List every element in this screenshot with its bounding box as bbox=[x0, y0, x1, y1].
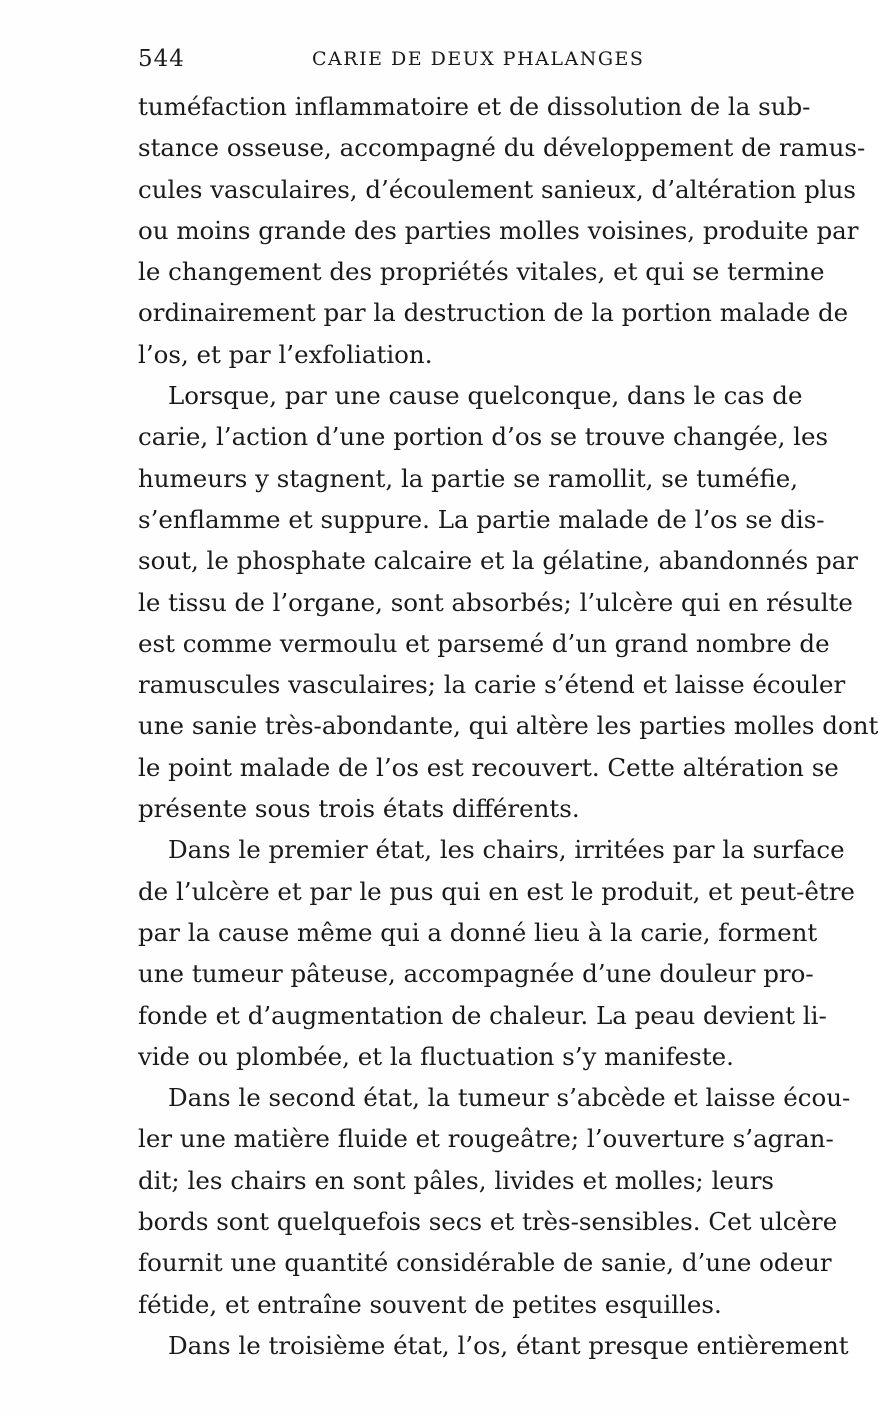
text-line: par la cause même qui a donné lieu à la carie, forment bbox=[138, 917, 818, 947]
text-line: ordinairement par la destruction de la portion malade de bbox=[138, 298, 849, 328]
text-line: une sanie très-abondante, qui altère les parties molles dont bbox=[138, 711, 878, 741]
text-line: tuméfaction inflammatoire et de dissolution de la sub- bbox=[138, 92, 811, 121]
text-line: ou moins grande des parties molles voisines, produite par bbox=[138, 215, 859, 245]
text-line: le changement des propriétés vitales, et qui se termine bbox=[138, 257, 825, 287]
text-line: ler une matière fluide et rougeâtre; l’ouverture s’agran- bbox=[138, 1124, 834, 1154]
text-line: vide ou plombée, et la fluctuation s’y manifeste. bbox=[138, 1041, 734, 1071]
body-text bbox=[138, 86, 878, 1366]
text-line: Lorsque, par une cause quelconque, dans le cas de bbox=[168, 381, 803, 411]
page-number: 544 bbox=[138, 46, 185, 72]
text-line: ramuscules vasculaires; la carie s’étend et laisse écouler bbox=[138, 670, 846, 700]
text-line: humeurs y stagnent, la partie se ramollit, se tuméfie, bbox=[138, 463, 799, 493]
text-line: fétide, et entraîne souvent de petites esquilles. bbox=[138, 1289, 722, 1319]
running-title: CARIE DE DEUX PHALANGES bbox=[312, 48, 645, 70]
text-line: Dans le second état, la tumeur s’abcède et laisse écou- bbox=[168, 1083, 851, 1113]
text-line: une tumeur pâteuse, accompagnée d’une douleur pro- bbox=[138, 959, 814, 989]
text-line: cules vasculaires, d’écoulement sanieux, d’altération plus bbox=[138, 174, 856, 204]
text-line: sout, le phosphate calcaire et la gélatine, abandonnés par bbox=[138, 546, 859, 576]
text-line: fournit une quantité considérable de sanie, d’une odeur bbox=[138, 1248, 832, 1278]
text-line: fonde et d’augmentation de chaleur. La peau devient li- bbox=[138, 1000, 827, 1030]
text-line: stance osseuse, accompagné du développement de ramus- bbox=[138, 133, 866, 163]
text-line: de l’ulcère et par le pus qui en est le produit, et peut-être bbox=[138, 876, 855, 906]
text-line: s’enflamme et suppure. La partie malade de l’os se dis- bbox=[138, 504, 825, 534]
text-line: Dans le troisième état, l’os, étant presque entièrement bbox=[168, 1330, 849, 1360]
text-line: dit; les chairs en sont pâles, livides et molles; leurs bbox=[138, 1165, 774, 1195]
text-line: présente sous trois états différents. bbox=[138, 794, 580, 824]
text-line: l’os, et par l’exfoliation. bbox=[138, 339, 433, 369]
text-line: est comme vermoulu et parsemé d’un grand nombre de bbox=[138, 628, 830, 658]
text-line: carie, l’action d’une portion d’os se trouve changée, les bbox=[138, 422, 829, 452]
running-header bbox=[138, 46, 770, 86]
text-line: le tissu de l’organe, sont absorbés; l’ulcère qui en résulte bbox=[138, 587, 853, 617]
text-line: Dans le premier état, les chairs, irritées par la surface bbox=[168, 835, 845, 865]
text-line: le point malade de l’os est recouvert. Cette altération se bbox=[138, 752, 839, 782]
text-line: bords sont quelquefois secs et très-sensibles. Cet ulcère bbox=[138, 1207, 838, 1237]
